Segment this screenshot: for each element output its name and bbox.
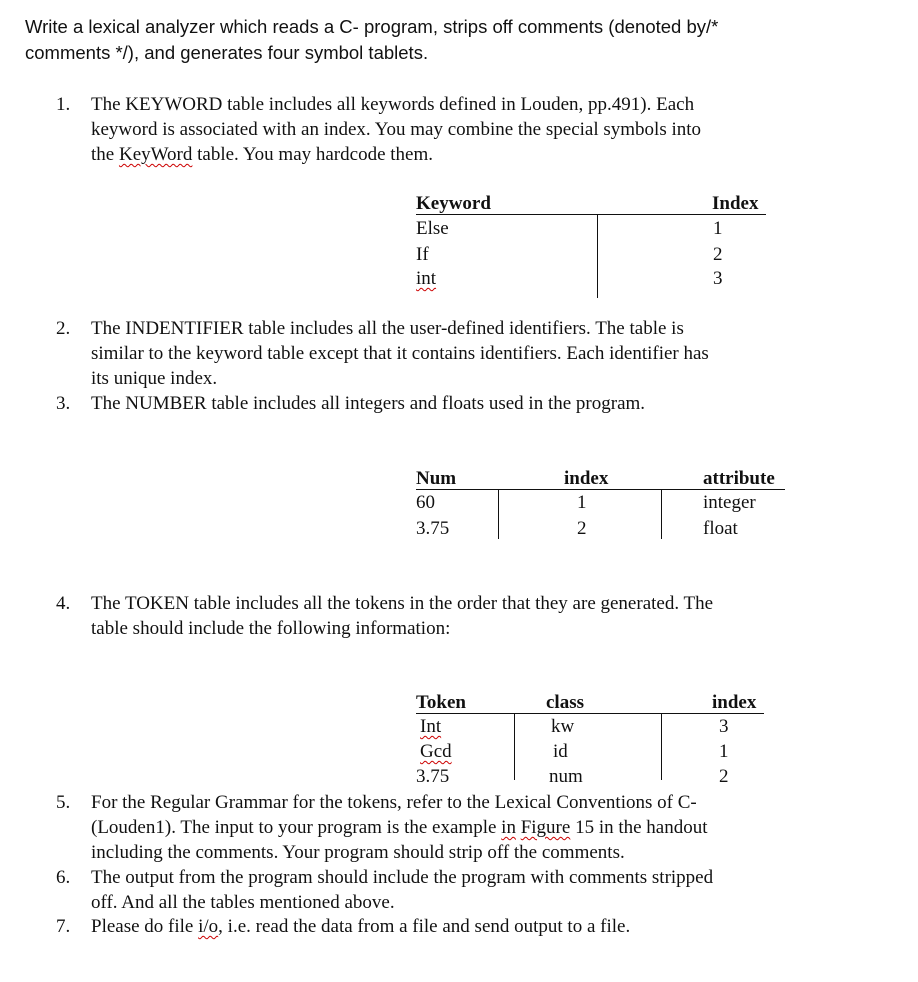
misspelled-word: i/o [198,916,219,937]
item-number: 5. [56,792,71,813]
token-table-divider-1 [514,713,515,780]
misspelled-word: Figure [520,817,571,838]
table-cell: int [416,268,437,289]
token-table-divider-2 [661,713,662,780]
keyword-table-divider [597,214,598,298]
item-line: table should include the following information: [91,618,451,639]
item-line: similar to the keyword table except that it contains identifiers. Each identifier has [91,343,709,364]
table-cell: 1 [713,218,723,239]
item-number: 3. [56,393,71,414]
item-line: keyword is associated with an index. You may combine the special symbols into [91,119,702,140]
misspelled-word: in [501,817,516,838]
table-cell: 60 [416,492,435,513]
token-table-header-rule [416,713,764,714]
item-line: The TOKEN table includes all the tokens in the order that they are generated. The [91,593,714,614]
table-cell: 2 [713,244,723,265]
item-line: The output from the program should include the program with comments stripped [91,867,714,888]
token-table-header-token: Token [416,692,466,713]
item-number: 4. [56,593,71,614]
misspelled-word: KeyWord [118,144,193,165]
keyword-table-header-rule [416,214,766,215]
item-line: The NUMBER table includes all integers and floats used in the program. [91,393,646,414]
table-cell: kw [551,716,575,737]
table-cell: Int [420,716,442,737]
table-cell: id [553,741,568,762]
number-table-header-num: Num [416,468,457,489]
table-cell: 3.75 [416,518,450,539]
table-cell: 2 [719,766,729,787]
table-cell: 3 [713,268,723,289]
table-cell: 3 [719,716,729,737]
table-cell: Gcd [420,741,452,762]
item-line: off. And all the tables mentioned above. [91,892,395,913]
item-line: the KeyWord table. You may hardcode them. [91,144,433,165]
item-line: including the comments. Your program should strip off the comments. [91,842,625,863]
token-table-header-class: class [546,692,584,713]
intro-paragraph [25,14,718,66]
intro-line-1: Write a lexical analyzer which reads a C- program, strips off comments (denoted by/* [25,16,719,37]
item-number: 6. [56,867,71,888]
table-cell: If [416,244,429,265]
keyword-table-header-index: Index [712,193,759,214]
table-cell: Else [416,218,449,239]
number-table-divider-2 [661,489,662,539]
table-cell: integer [703,492,756,513]
item-number: 7. [56,916,71,937]
table-cell: 1 [577,492,587,513]
item-line: (Louden1). The input to your program is the example in Figure 15 in the handout [91,817,708,838]
item-number: 2. [56,318,71,339]
item-line: its unique index. [91,368,218,389]
keyword-table-header-keyword: Keyword [416,193,491,214]
intro-line-2: comments */), and generates four symbol tablets. [25,42,429,63]
table-cell: float [703,518,738,539]
table-cell: 2 [577,518,587,539]
number-table-header-rule [416,489,785,490]
item-line: The KEYWORD table includes all keywords defined in Louden, pp.491). Each [91,94,695,115]
table-cell: 3.75 [416,766,450,787]
number-table-header-attribute: attribute [703,468,775,489]
item-number: 1. [56,94,71,115]
item-line: For the Regular Grammar for the tokens, refer to the Lexical Conventions of C- [91,792,697,813]
table-cell: 1 [719,741,729,762]
item-line: The INDENTIFIER table includes all the user-defined identifiers. The table is [91,318,684,339]
number-table-header-index: index [564,468,609,489]
table-cell: num [549,766,583,787]
number-table-divider-1 [498,489,499,539]
item-line: Please do file i/o, i.e. read the data from a file and send output to a file. [91,916,631,937]
token-table-header-index: index [712,692,757,713]
